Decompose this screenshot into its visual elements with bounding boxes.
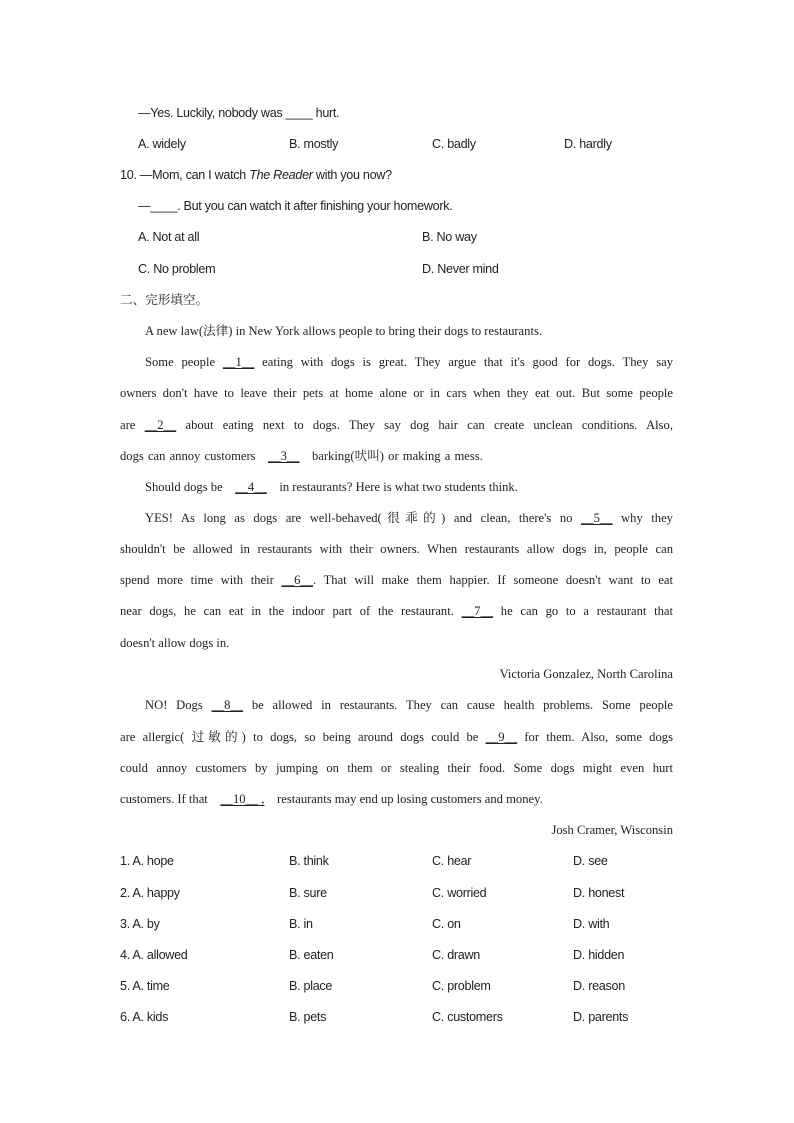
text: about eating next to dogs. They say dog hair can create unclean conditions. Also, — [185, 418, 674, 432]
q10-movie-title: The Reader — [249, 168, 313, 182]
passage-p2-line2: owners don't have to leave their pets at home alone or in cars when they eat out. But some people — [120, 386, 673, 400]
blank-2: __2__ — [144, 418, 177, 432]
blank-6: __6__ — [281, 573, 313, 587]
text: NO! Dogs — [145, 698, 203, 712]
passage-p5-line2 — [120, 729, 673, 745]
choice-1d: D. see — [573, 854, 608, 868]
choice-5b: B. place — [289, 979, 333, 993]
passage-p3 — [145, 479, 518, 495]
choice-6d: D. parents — [573, 1010, 629, 1024]
blank-1: __1__ — [222, 355, 255, 369]
choice-4a: 4. A. allowed — [120, 948, 188, 962]
choice-5c: C. problem — [432, 979, 491, 993]
blank-3: __3__ — [268, 449, 300, 463]
blank-8: __8__ — [211, 698, 244, 712]
blank-9: __9__ — [485, 730, 518, 744]
choice-1c: C. hear — [432, 854, 472, 868]
choice-3b: B. in — [289, 917, 313, 931]
text: spend more time with their — [120, 573, 274, 587]
section-heading: 二、完形填空。 — [120, 292, 209, 307]
text: eating with dogs is great. They argue that it's good for dogs. They say — [262, 355, 673, 369]
q9-dialog-line: —Yes. Luckily, nobody was ____ hurt. — [138, 106, 340, 120]
q10-answer-line: —____. But you can watch it after finishing your homework. — [138, 199, 453, 213]
choice-4b: B. eaten — [289, 948, 334, 962]
passage-p4-line3 — [120, 572, 673, 588]
q10-question — [120, 167, 392, 183]
choice-3a: 3. A. by — [120, 917, 160, 931]
q10-suffix: with you now? — [312, 168, 392, 182]
passage-p5-line4 — [120, 791, 543, 807]
passage-p4-line4 — [120, 603, 673, 619]
choice-3d: D. with — [573, 917, 610, 931]
q10-option-b: B. No way — [422, 230, 477, 244]
passage-p2-line3 — [120, 417, 673, 433]
text: are — [120, 418, 136, 432]
passage-p5-line3: could annoy customers by jumping on them or stealing their food. Some dogs might even hurt — [120, 761, 673, 775]
choice-2c: C. worried — [432, 886, 487, 900]
text: are allergic( 过敏的) to dogs, so being around dogs could be — [120, 730, 479, 744]
choice-6c: C. customers — [432, 1010, 503, 1024]
signature-josh: Josh Cramer, Wisconsin — [551, 823, 673, 837]
choice-2d: D. honest — [573, 886, 625, 900]
text: Should dogs be — [145, 480, 223, 494]
choice-2a: 2. A. happy — [120, 886, 180, 900]
text: why they — [621, 511, 673, 525]
passage-p4-line2: shouldn't be allowed in restaurants with their owners. When restaurants allow dogs in, people can — [120, 542, 673, 556]
choice-4c: C. drawn — [432, 948, 480, 962]
text: barking(吠叫) or making a mess. — [311, 449, 483, 463]
passage-p1: A new law(法律) in New York allows people to bring their dogs to restaurants. — [145, 324, 542, 338]
text: YES! As long as dogs are well-behaved(很乖的) and clean, there's no — [145, 511, 573, 525]
text: . That will make them happier. If someone doesn't want to eat — [313, 573, 673, 587]
blank-5: __5__ — [581, 511, 613, 525]
q10-prefix: 10. —Mom, can I watch — [120, 168, 250, 182]
choice-4d: D. hidden — [573, 948, 625, 962]
passage-p4-line5: doesn't allow dogs in. — [120, 636, 230, 650]
q9-option-a: A. widely — [138, 137, 186, 151]
passage-p2-line1 — [145, 354, 673, 370]
text: for them. Also, some dogs — [524, 730, 673, 744]
text: near dogs, he can eat in the indoor part of the restaurant. — [120, 604, 454, 618]
q10-option-a: A. Not at all — [138, 230, 200, 244]
choice-5a: 5. A. time — [120, 979, 170, 993]
text: in restaurants? Here is what two students think. — [279, 480, 518, 494]
blank-10: __10__ , — [220, 792, 265, 806]
choice-1b: B. think — [289, 854, 329, 868]
text: customers. If that — [120, 792, 208, 806]
blank-4: __4__ — [235, 480, 267, 494]
choice-1a: 1. A. hope — [120, 854, 174, 868]
choice-3c: C. on — [432, 917, 461, 931]
q9-option-d: D. hardly — [564, 137, 612, 151]
text: Some people — [145, 355, 216, 369]
q9-option-b: B. mostly — [289, 137, 339, 151]
choice-6a: 6. A. kids — [120, 1010, 169, 1024]
text: he can go to a restaurant that — [500, 604, 673, 618]
q9-option-c: C. badly — [432, 137, 476, 151]
text: dogs can annoy customers — [120, 449, 256, 463]
text: be allowed in restaurants. They can cause health problems. Some people — [251, 698, 673, 712]
passage-p4-line1 — [145, 510, 673, 526]
q10-option-d: D. Never mind — [422, 262, 499, 276]
signature-victoria: Victoria Gonzalez, North Carolina — [499, 667, 673, 681]
choice-5d: D. reason — [573, 979, 625, 993]
passage-p5-line1 — [145, 697, 673, 713]
blank-7: __7__ — [461, 604, 494, 618]
choice-6b: B. pets — [289, 1010, 327, 1024]
q10-option-c: C. No problem — [138, 262, 216, 276]
text: restaurants may end up losing customers and money. — [277, 792, 543, 806]
passage-p2-line4 — [120, 448, 483, 464]
choice-2b: B. sure — [289, 886, 327, 900]
